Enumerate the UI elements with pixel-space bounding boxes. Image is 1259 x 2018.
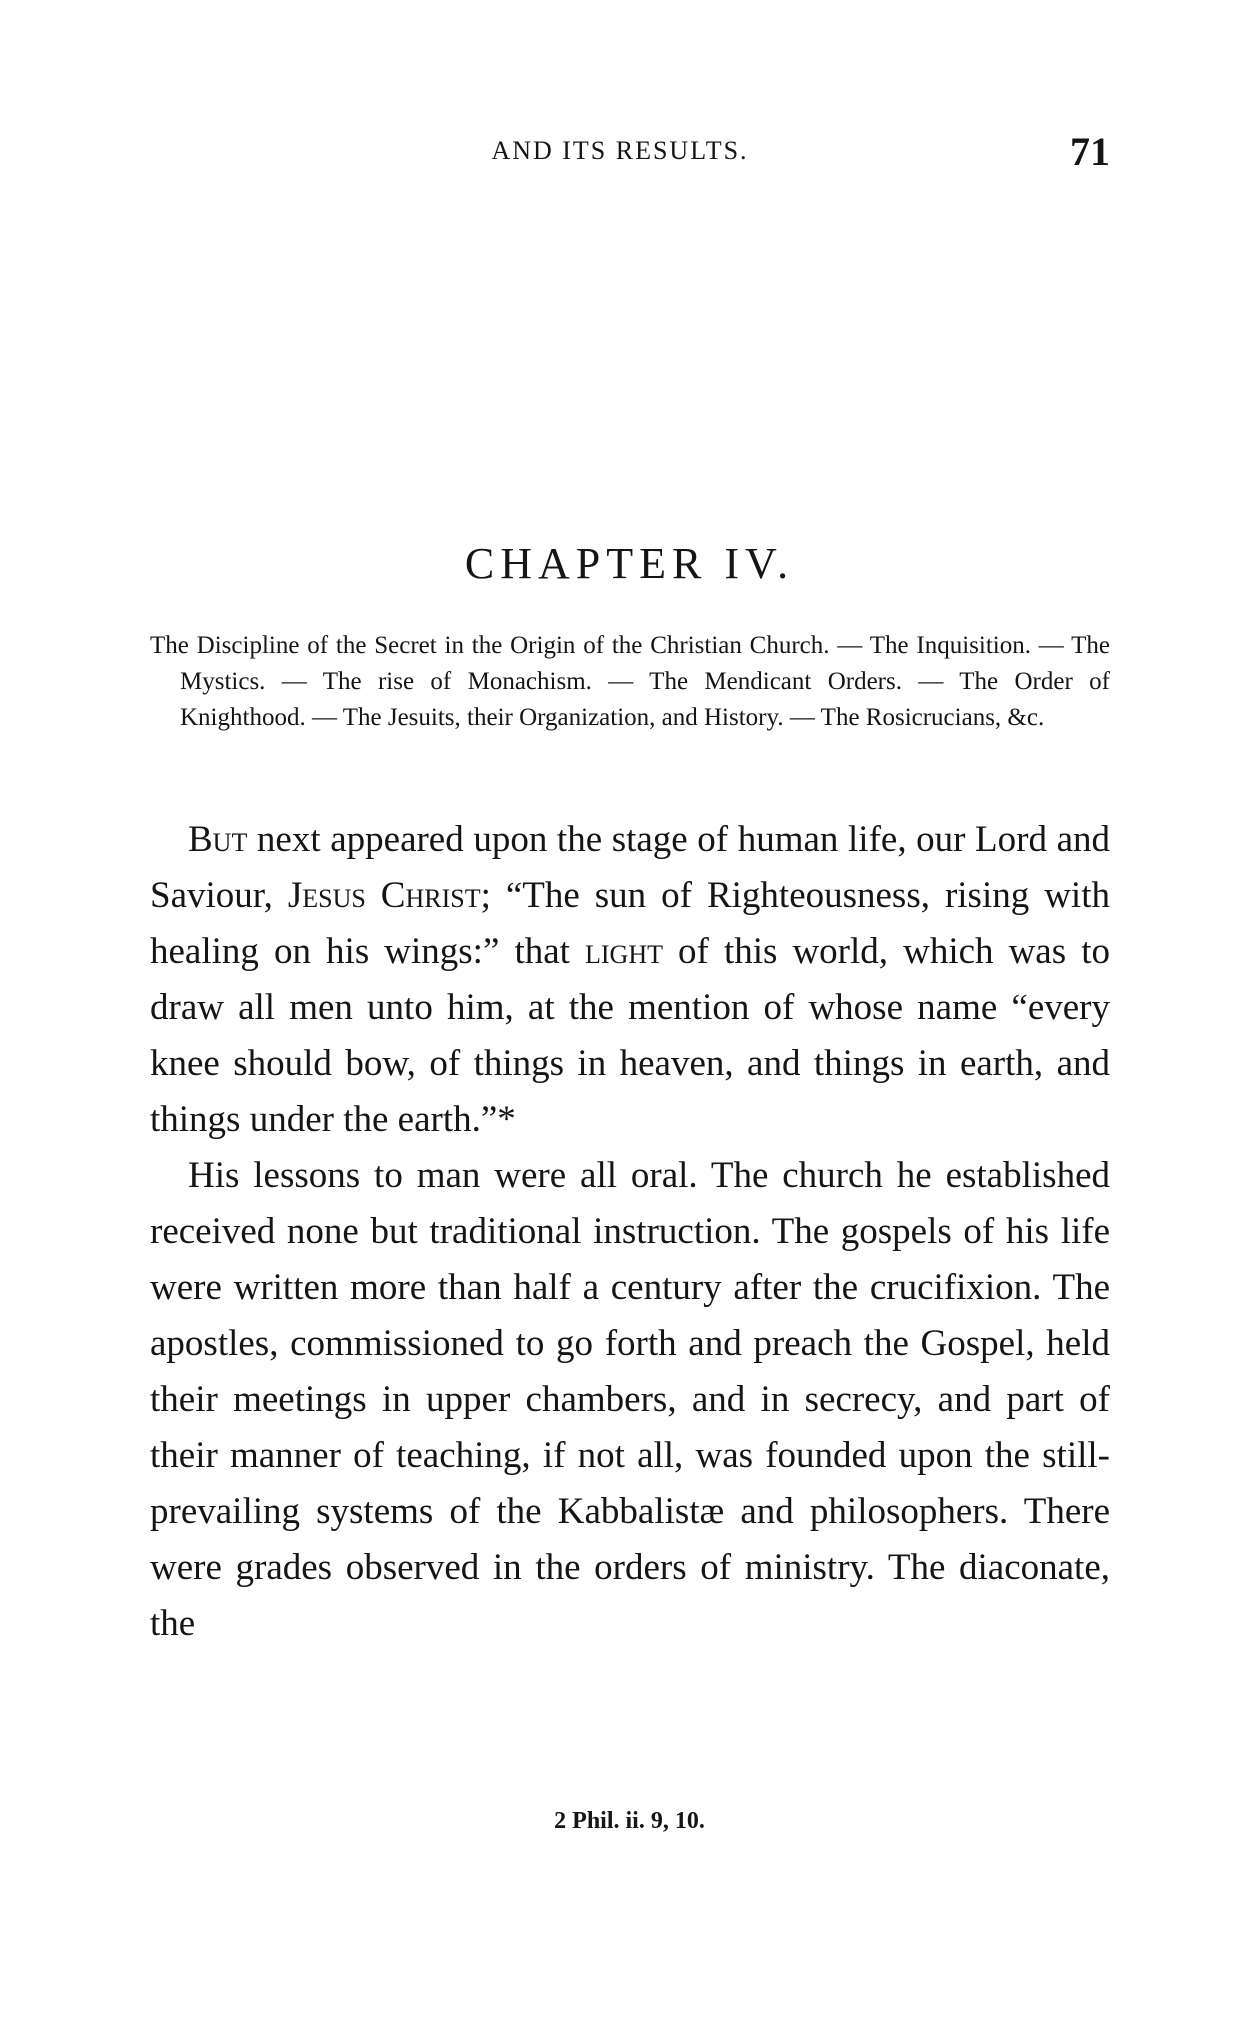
paragraph-2: His lessons to man were all oral. The church he established received none but traditional instruction. The gospels of his life were written more than half a century after the crucifixion. The apostles, commissioned to go forth and preach the Gospel, held their meetings in upper chambers, and in secrecy, and part of their manner of teaching, if not all, was founded upon the still-prevailing systems of the Kabbalistæ and philosophers. There were grades observed in the orders of ministry. The diaconate, the xyxy=(150,1155,1110,1644)
footnote: 2 Phil. ii. 9, 10. xyxy=(554,1808,705,1834)
light-word: light xyxy=(585,931,663,972)
running-head xyxy=(150,128,1110,178)
chapter-synopsis: The Discipline of the Secret in the Origin of the Christian Church. — The Inquisition. — The Mystics. — The rise of Monachism. — The Mendicant Orders. — The Order of Knighthood. — The Jesuits, their Organization, and History. — The Rosicrucians, &c. xyxy=(150,632,1110,731)
paragraph-1-text-c: of this world, which was to draw all men unto him, at the mention of whose name “every knee should bow, of things in heaven, and things in earth, and things under the earth.”* xyxy=(150,931,1110,1140)
running-title: AND ITS RESULTS. xyxy=(491,136,749,165)
opening-word: But xyxy=(188,819,248,860)
paragraph-1-text-b: ; “The sun of Righteousness, rising with healing on his wings:” that xyxy=(150,875,1110,972)
paragraph-1 xyxy=(150,812,1110,1148)
paragraph-1-text-a: next appeared upon the stage of human life, our Lord and Saviour, xyxy=(150,819,1110,916)
page-number: 71 xyxy=(1070,129,1110,174)
body-text xyxy=(150,812,1110,1652)
chapter-title: CHAPTER IV. xyxy=(464,539,795,588)
divine-name: Jesus Christ xyxy=(287,875,481,916)
